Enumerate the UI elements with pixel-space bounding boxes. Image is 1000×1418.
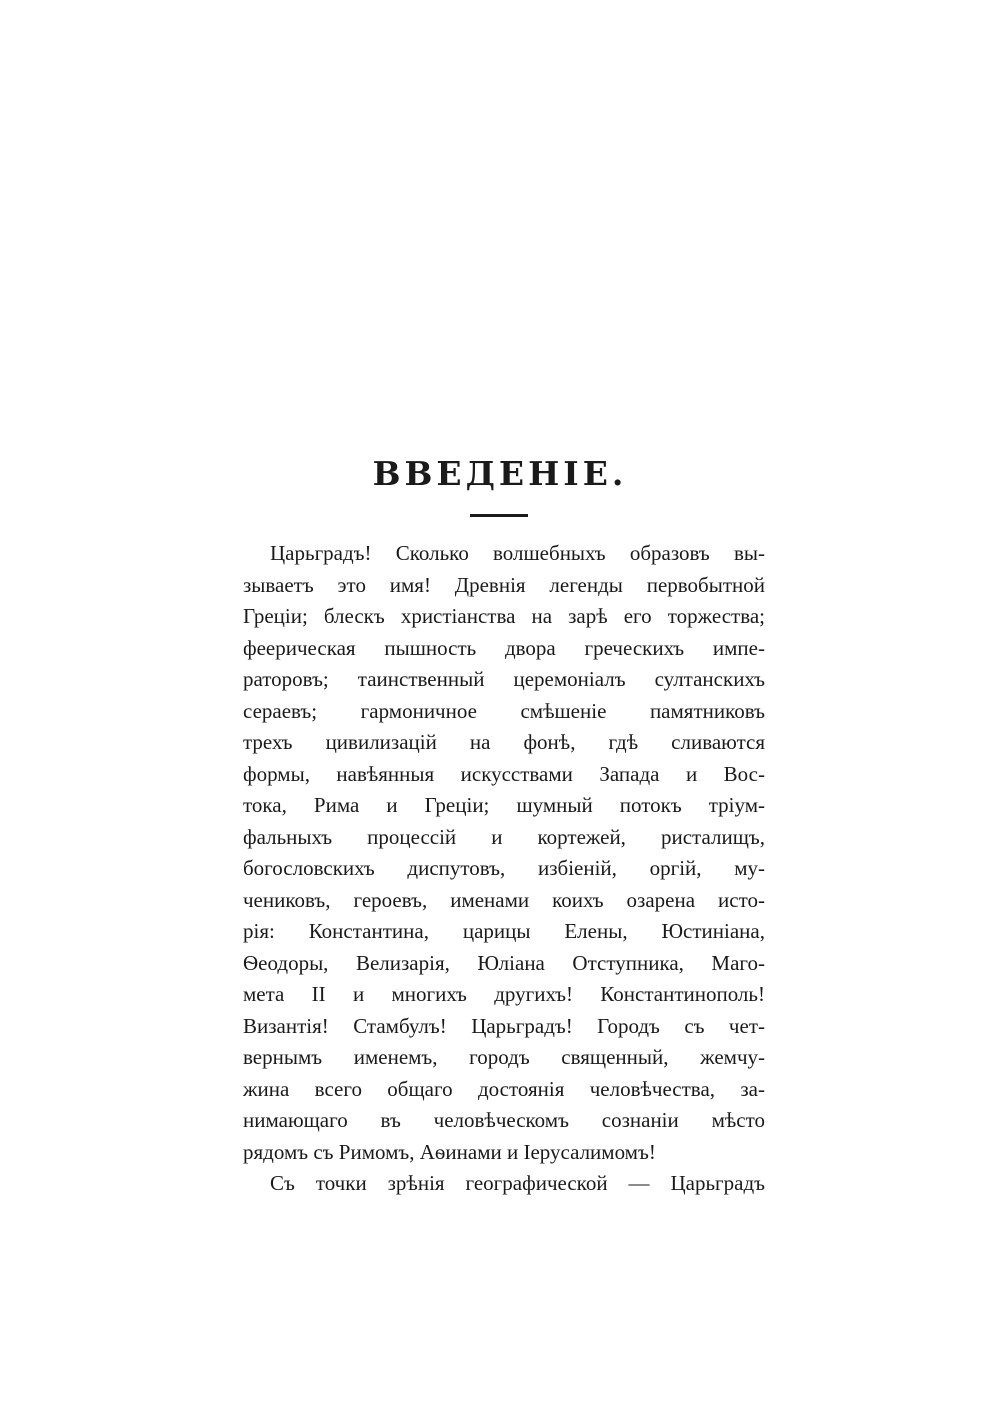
text-line: Съ точки зрѣнія географической — Царьградъ	[270, 1171, 765, 1195]
text-line: Византія! Стамбулъ! Царьградъ! Городъ съ чет-	[243, 1013, 765, 1038]
text-line: чениковъ, героевъ, именами коихъ озарена исто-	[243, 887, 765, 912]
text-line: вернымъ именемъ, городъ священный, жемчу-	[243, 1045, 765, 1069]
page-title: ВВЕДЕНІЕ.	[372, 454, 628, 493]
text-line: тока, Рима и Греціи; шумный потокъ тріум-	[243, 793, 765, 817]
text-line: мета II и многихъ другихъ! Константинополь!	[243, 982, 765, 1006]
text-line: раторовъ; таинственный церемоніалъ султанскихъ	[243, 667, 765, 691]
text-line: трехъ цивилизацій на фонѣ, гдѣ сливаются	[243, 730, 765, 754]
text-line: нимающаго въ человѣческомъ сознаніи мѣсто	[243, 1108, 765, 1132]
text-line: рядомъ съ Римомъ, Аѳинами и Іерусалимомъ!	[243, 1139, 656, 1164]
text-line: формы, навѣянныя искусствами Запада и Вос-	[243, 761, 765, 786]
body-text	[243, 538, 765, 1200]
text-line: феерическая пышность двора греческихъ импе-	[243, 635, 765, 660]
text-line: Ѳеодоры, Велизарія, Юліана Отступника, Маго-	[243, 950, 765, 975]
text-line: богословскихъ диспутовъ, избіеній, оргій, му-	[243, 856, 765, 880]
text-line: зываетъ это имя! Древнія легенды первобытной	[243, 572, 765, 597]
title-rule	[470, 514, 528, 517]
text-line: фальныхъ процессій и кортежей, ристалищъ,	[243, 824, 765, 849]
text-line: жина всего общаго достоянія человѣчества, за-	[243, 1076, 765, 1101]
text-line: Царьградъ! Сколько волшебныхъ образовъ вы-	[270, 541, 765, 565]
text-line: рія: Константина, царицы Елены, Юстиніана,	[243, 919, 765, 943]
text-line: сераевъ; гармоничное смѣшеніе памятниковъ	[243, 698, 765, 723]
text-line: Греціи; блескъ христіанства на зарѣ его торжества;	[243, 604, 765, 628]
